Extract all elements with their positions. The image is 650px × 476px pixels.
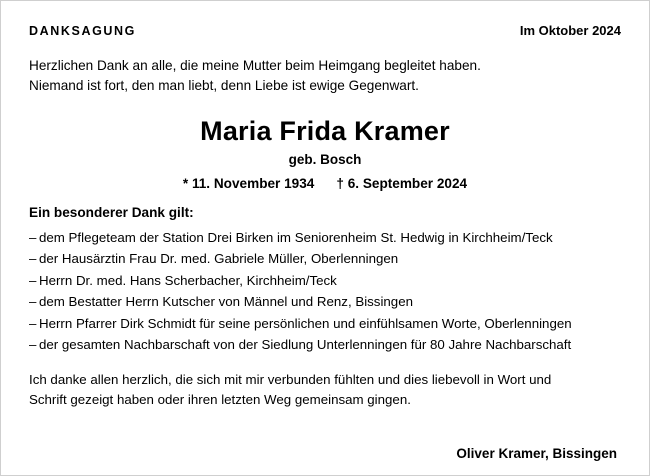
list-item: – der Hausärztin Frau Dr. med. Gabriele Müller, Oberlenningen <box>29 248 621 270</box>
deceased-name-block <box>29 115 621 190</box>
closing-line-1: Ich danke allen herzlich, die sich mit mir verbunden fühlten und dies liebevoll in Wort und <box>29 371 552 387</box>
list-item: – der gesamten Nachbarschaft von der Siedlung Unterlenningen für 80 Jahre Nachbarschaft <box>29 334 621 356</box>
closing-text <box>29 370 621 410</box>
intro-text <box>29 56 621 95</box>
closing-line-2: Schrift gezeigt haben oder ihren letzten Weg gemeinsam gingen. <box>29 391 411 407</box>
intro-line-2: Niemand ist fort, den man liebt, denn Liebe ist ewige Gegenwart. <box>29 77 419 93</box>
thanks-list <box>29 227 621 356</box>
deceased-dates <box>29 176 621 191</box>
death-date: † 6. September 2024 <box>336 175 468 191</box>
list-item: – dem Pflegeteam der Station Drei Birken im Seniorenheim St. Hedwig in Kirchheim/Teck <box>29 227 621 249</box>
list-item: – Herrn Dr. med. Hans Scherbacher, Kirchheim/Teck <box>29 270 621 292</box>
deceased-maiden-name: geb. Bosch <box>288 151 362 167</box>
intro-line-1: Herzlichen Dank an alle, die meine Mutter beim Heimgang begleitet haben. <box>29 58 481 73</box>
deceased-name: Maria Frida Kramer <box>200 116 450 147</box>
thanks-title: Ein besonderer Dank gilt: <box>29 204 194 220</box>
signature: Oliver Kramer, Bissingen <box>456 446 617 461</box>
card-header <box>29 23 621 38</box>
birth-date: * 11. November 1934 <box>182 175 315 191</box>
list-item: – dem Bestatter Herrn Kutscher von Männel und Renz, Bissingen <box>29 291 621 313</box>
list-item: – Herrn Pfarrer Dirk Schmidt für seine persönlichen und einfühlsamen Worte, Oberlenningen <box>29 313 621 335</box>
kicker-label: DANKSAGUNG <box>29 24 136 38</box>
publication-date: Im Oktober 2024 <box>519 23 621 38</box>
